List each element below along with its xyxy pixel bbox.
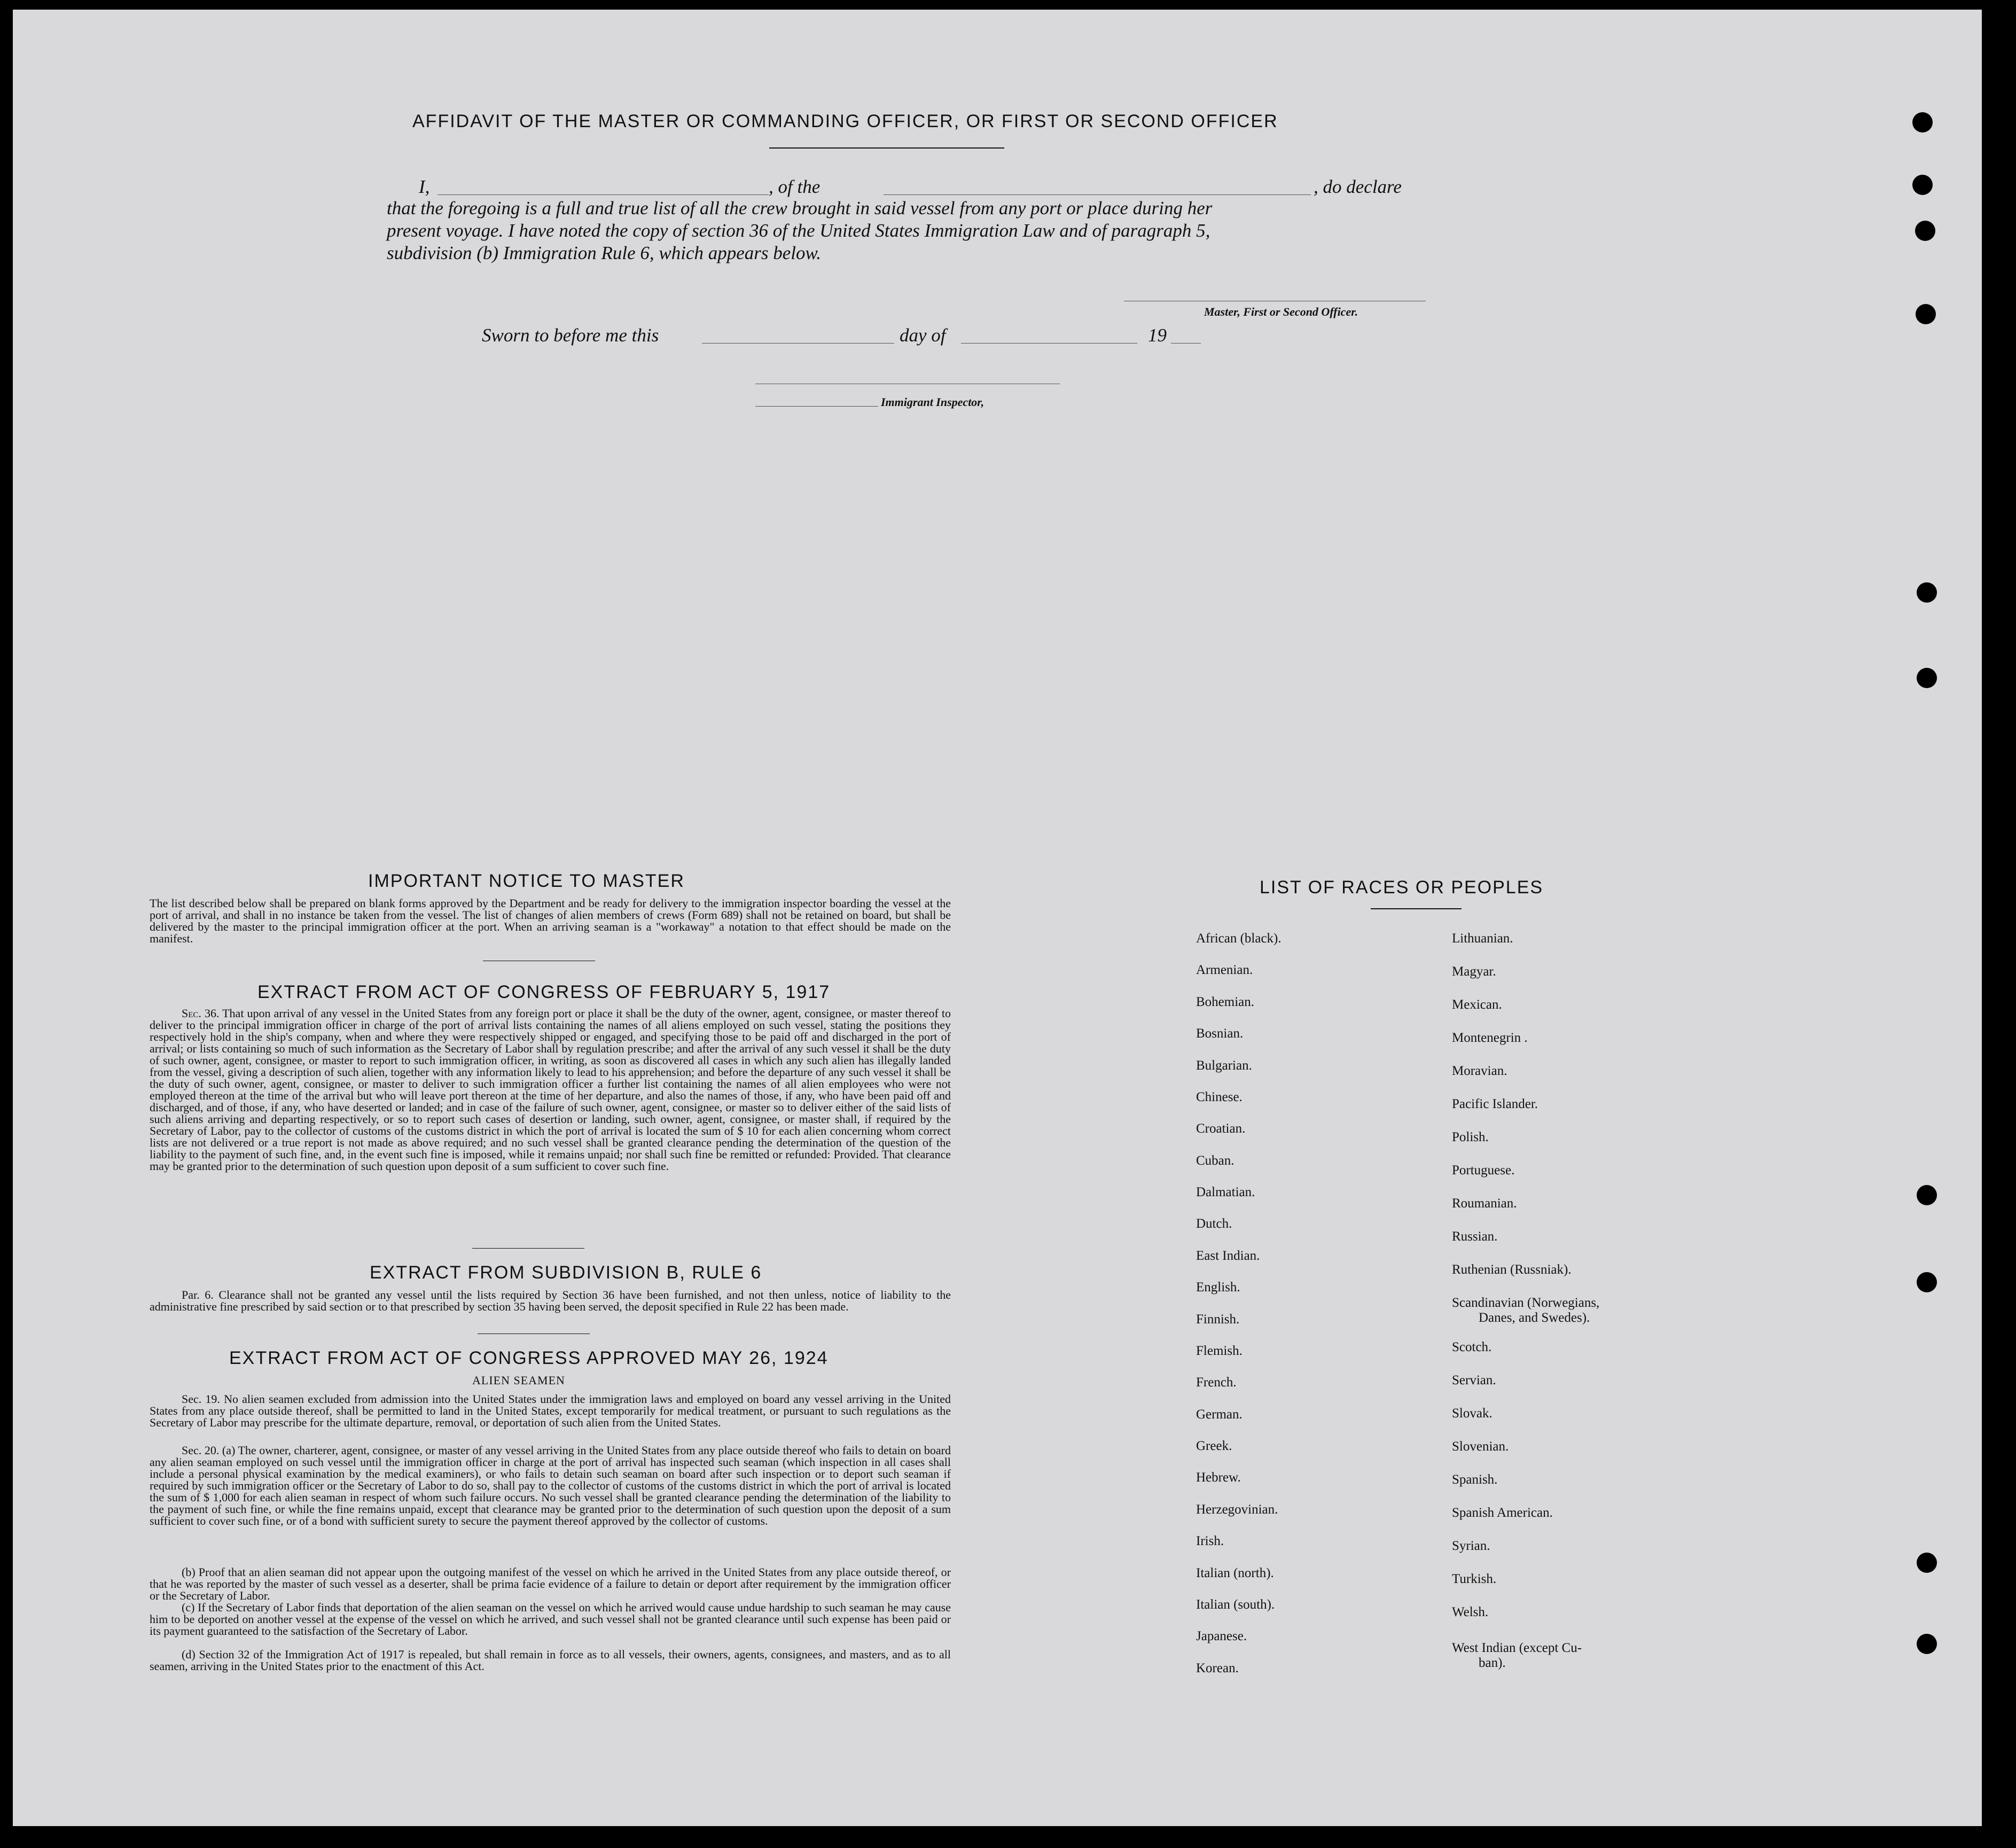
race-item: Polish.: [1452, 1130, 1489, 1144]
race-item: Bosnian.: [1196, 1026, 1244, 1041]
race-item: Syrian.: [1452, 1539, 1490, 1553]
extract-1917-divider: [472, 1248, 584, 1249]
race-item: Italian (north).: [1196, 1566, 1274, 1580]
race-item: Italian (south).: [1196, 1597, 1275, 1612]
sworn-label: Sworn to before me this: [482, 325, 659, 346]
punch-hole: [1915, 221, 1935, 241]
race-item: Ruthenian (Russniak).: [1452, 1262, 1572, 1277]
race-item: Mexican.: [1452, 997, 1502, 1012]
race-item: Hebrew.: [1196, 1470, 1241, 1485]
affidavit-line-3: present voyage. I have noted the copy of section 36 of the United States Immigration Law and of paragraph 5,: [387, 220, 1210, 241]
punch-hole: [1917, 1272, 1937, 1292]
race-item: Lithuanian.: [1452, 931, 1513, 946]
race-item: German.: [1196, 1407, 1243, 1422]
race-item: Scotch.: [1452, 1340, 1492, 1354]
punch-hole: [1912, 175, 1933, 195]
declarant-label: I,: [419, 176, 430, 197]
extract-1924-sec20b: (b) Proof that an alien seaman did not appear upon the outgoing manifest of the vessel on which he arrived in the United States from any place outside thereof, or that he was reported by the master of such vessel as a deserter, shall be prima facie evidence of a failure to detain or deport after requirement by the immigration officer or the Secretary of Labor.: [150, 1565, 951, 1602]
affidavit-line-1: [387, 176, 1455, 200]
master-signature-label: Master, First or Second Officer.: [1204, 305, 1358, 318]
race-item: Montenegrin .: [1452, 1031, 1528, 1045]
race-item: Korean.: [1196, 1661, 1239, 1675]
race-item: Russian.: [1452, 1229, 1498, 1244]
race-item: Magyar.: [1452, 964, 1496, 979]
race-item: Turkish.: [1452, 1572, 1497, 1586]
sworn-month-field[interactable]: [961, 343, 1137, 344]
vessel-label: , of the: [769, 176, 821, 197]
race-item: ban).: [1479, 1656, 1506, 1670]
vessel-name-field[interactable]: [884, 194, 1311, 195]
affidavit-line-4: subdivision (b) Immigration Rule 6, which appears below.: [387, 243, 822, 263]
race-item: Flemish.: [1196, 1344, 1243, 1358]
day-of-label: day of: [900, 325, 946, 346]
race-item: Pacific Islander.: [1452, 1097, 1538, 1111]
race-item: English.: [1196, 1280, 1240, 1295]
race-item: Moravian.: [1452, 1064, 1507, 1078]
affidavit-line-2: that the foregoing is a full and true list of all the crew brought in said vessel from any port or place during her: [387, 198, 1213, 219]
race-item: East Indian.: [1196, 1249, 1260, 1263]
sworn-day-field[interactable]: [702, 343, 894, 344]
extract-1924-subtitle: ALIEN SEAMEN: [472, 1374, 565, 1387]
sworn-year-field[interactable]: [1171, 343, 1201, 344]
race-item: Roumanian.: [1452, 1196, 1517, 1211]
notice-body: The list described below shall be prepared on blank forms approved by the Department and be ready for delivery to the immigration inspector boarding the vessel at the port of arrival, and shall in no instance be taken from the vessel. The list of changes of alien members of crews (Form 689) shall not be retained on board, but shall be delivered by the master to the principal immigration officer at the port. When an arriving seaman is a "workaway" a notation to that effect should be made on the manifest.: [150, 896, 951, 945]
declare-label: , do declare: [1314, 176, 1402, 197]
race-item: Bulgarian.: [1196, 1058, 1252, 1073]
affidavit-title: AFFIDAVIT OF THE MASTER OR COMMANDING OFFICER, OR FIRST OR SECOND OFFICER: [412, 111, 1278, 131]
title-rule: [769, 147, 1004, 149]
extract-1924-title: EXTRACT FROM ACT OF CONGRESS APPROVED MAY 26, 1924: [229, 1348, 829, 1368]
race-item: Finnish.: [1196, 1312, 1240, 1327]
punch-hole: [1916, 304, 1936, 324]
punch-hole: [1917, 668, 1937, 688]
sworn-line: [467, 325, 1215, 348]
race-item: African (black).: [1196, 931, 1282, 946]
punch-hole: [1917, 1185, 1937, 1205]
race-item: Dalmatian.: [1196, 1185, 1255, 1199]
extract-1924-sec20c: (c) If the Secretary of Labor finds that deportation of the alien seaman on the vessel on which he arrived would cause undue hardship to such seaman he may cause him to be deported on another vessel at the expense of the vessel on which he arrived, and such vessel shall not be granted clearance until such expense has been paid or its payment guaranteed to the satisfaction of the Secretary of Labor.: [150, 1601, 951, 1638]
races-title: LIST OF RACES OR PEOPLES: [1260, 877, 1544, 898]
punch-hole: [1917, 1634, 1937, 1654]
race-item: West Indian (except Cu-: [1452, 1641, 1582, 1655]
race-item: Danes, and Swedes).: [1479, 1311, 1590, 1325]
extract-rule6-title: EXTRACT FROM SUBDIVISION B, RULE 6: [370, 1262, 762, 1283]
inspector-label: Immigrant Inspector,: [881, 395, 984, 409]
extract-1917-section: Sec. 36.: [182, 1007, 220, 1020]
document-page: [13, 10, 1982, 1826]
year-label: 19: [1148, 325, 1167, 346]
race-item: Japanese.: [1196, 1629, 1247, 1643]
race-item: Croatian.: [1196, 1121, 1246, 1136]
race-item: Welsh.: [1452, 1605, 1489, 1619]
race-item: Armenian.: [1196, 963, 1253, 977]
race-item: Scandinavian (Norwegians,: [1452, 1296, 1600, 1310]
extract-1924-sec20d: (d) Section 32 of the Immigration Act of 1917 is repealed, but shall remain in force as to all vessels, their owners, agents, consignees, and masters, and as to all seamen, arriving in the United States prior to the enactment of this Act.: [150, 1648, 951, 1673]
race-item: Chinese.: [1196, 1090, 1243, 1104]
notice-title: IMPORTANT NOTICE TO MASTER: [368, 871, 685, 891]
race-item: Dutch.: [1196, 1217, 1232, 1231]
race-item: Spanish American.: [1452, 1506, 1553, 1520]
declarant-name-field[interactable]: [437, 194, 769, 195]
race-item: Servian.: [1452, 1373, 1496, 1387]
extract-rule6-body: Par. 6. Clearance shall not be granted any vessel until the lists required by Section 36 have been furnished, and not then unless, notice of liability to the administrative fine prescribed by said section or to that prescribed by section 35 having been served, the deposit specified in Rule 22 has been made.: [150, 1288, 951, 1313]
race-item: Spanish.: [1452, 1472, 1498, 1487]
race-item: Cuban.: [1196, 1153, 1234, 1168]
extract-1917-body: [150, 1008, 951, 1172]
punch-hole: [1912, 112, 1933, 132]
extract-1917-title: EXTRACT FROM ACT OF CONGRESS OF FEBRUARY 5, 1917: [257, 982, 831, 1002]
extract-1924-sec19: Sec. 19. No alien seamen excluded from admission into the United States under the immigration laws and employed on board any vessel arriving in the United States from any place outside thereof, shall be permitted to land in the United States, except temporarily for medical treatment, or pursuant to such regulations as the Secretary of Labor may prescribe for the ultimate departure, removal, or deportation of such alien from the United States.: [150, 1392, 951, 1429]
race-item: Greek.: [1196, 1439, 1232, 1453]
inspector-name-field[interactable]: [755, 406, 878, 407]
race-item: Irish.: [1196, 1534, 1224, 1548]
race-item: Herzegovinian.: [1196, 1502, 1278, 1517]
extract-1917-text: That upon arrival of any vessel in the United States from any foreign port or place it shall be the duty of the owner, agent, consignee, or master thereof to deliver to the principal immigration officer in charge of the port of arrival lists containing the names of all aliens employed on such vessel, stating the positions they respectively hold in the ship's company, when and where they were respectively shipped or engaged, and specifying those to be paid off and discharged in the port of arrival; or lists containing so much of such information as the Secretary of Labor shall by regulation prescribe; and after the arrival of any such vessel it shall be the duty of such owner, agent, consignee, or master to report to such immigration officer, in writing, as soon as discovered all cases in which any such alien has illegally landed from the vessel, giving a description of such alien, together with any information likely to lead to his apprehension; and before the departure of any such vessel it shall be the duty of such owner, agent, consignee, or master to deliver to such immigration officer a further list containing the names of all alien employees who were not employed thereon at the time of the arrival but who will leave port thereon at the time of her departure, and also the names of those, if any, who have been paid off and discharged, and of those, if any, who have deserted or landed; and in case of the failure of such owner, agent, consignee, or master so to deliver either of the said lists of such aliens arriving and departing respectively, or so to report such cases of desertion or landing, such owner, agent, consignee, or master shall, if required by the Secretary of Labor, pay to the collector of customs of the customs district in which the port of arrival is located the sum of $ 10 for each alien concerning whom correct lists are not delivered or a true report is not made as above required; and no such vessel shall be granted clearance pending the determination of the question of the liability to the payment of such fine, and, in the event such fine is imposed, while it remains unpaid; nor shall such fine be remitted or refunded: Provided. That clearance may be granted prior to the determination of such question upon deposit of a sum sufficient to cover such fine.: [150, 1007, 951, 1173]
race-item: Bohemian.: [1196, 995, 1255, 1009]
race-item: Portuguese.: [1452, 1163, 1515, 1178]
race-item: French.: [1196, 1375, 1237, 1390]
race-item: Slovak.: [1452, 1406, 1493, 1421]
punch-hole: [1917, 1553, 1937, 1573]
race-item: Slovenian.: [1452, 1439, 1509, 1454]
punch-hole: [1917, 582, 1937, 603]
races-title-rule: [1371, 908, 1462, 909]
extract-1924-sec20a: Sec. 20. (a) The owner, charterer, agent, consignee, or master of any vessel arriving in the United States from any place outside thereof who fails to detain on board any alien seaman employed on such vessel until the immigration officer in charge at the port of arrival has inspected such seaman (which inspection in all cases shall include a personal physical examination by the medical examiners), or who fails to detain such seaman on board after such inspection or to deport such seaman if required by such immigration officer or the Secretary of Labor to do so, shall pay to the collector of customs of the customs district in which the port of arrival is located the sum of $ 1,000 for each alien seaman in respect of whom such failure occurs. No such vessel shall be granted clearance pending the determination of the liability to the payment of such fine, or while the fine remains unpaid, except that clearance may be granted prior to the determination of such question upon the deposit of a sum sufficient to cover such fine, or of a bond with sufficient surety to secure the payment thereof approved by the collector of customs.: [150, 1444, 951, 1527]
